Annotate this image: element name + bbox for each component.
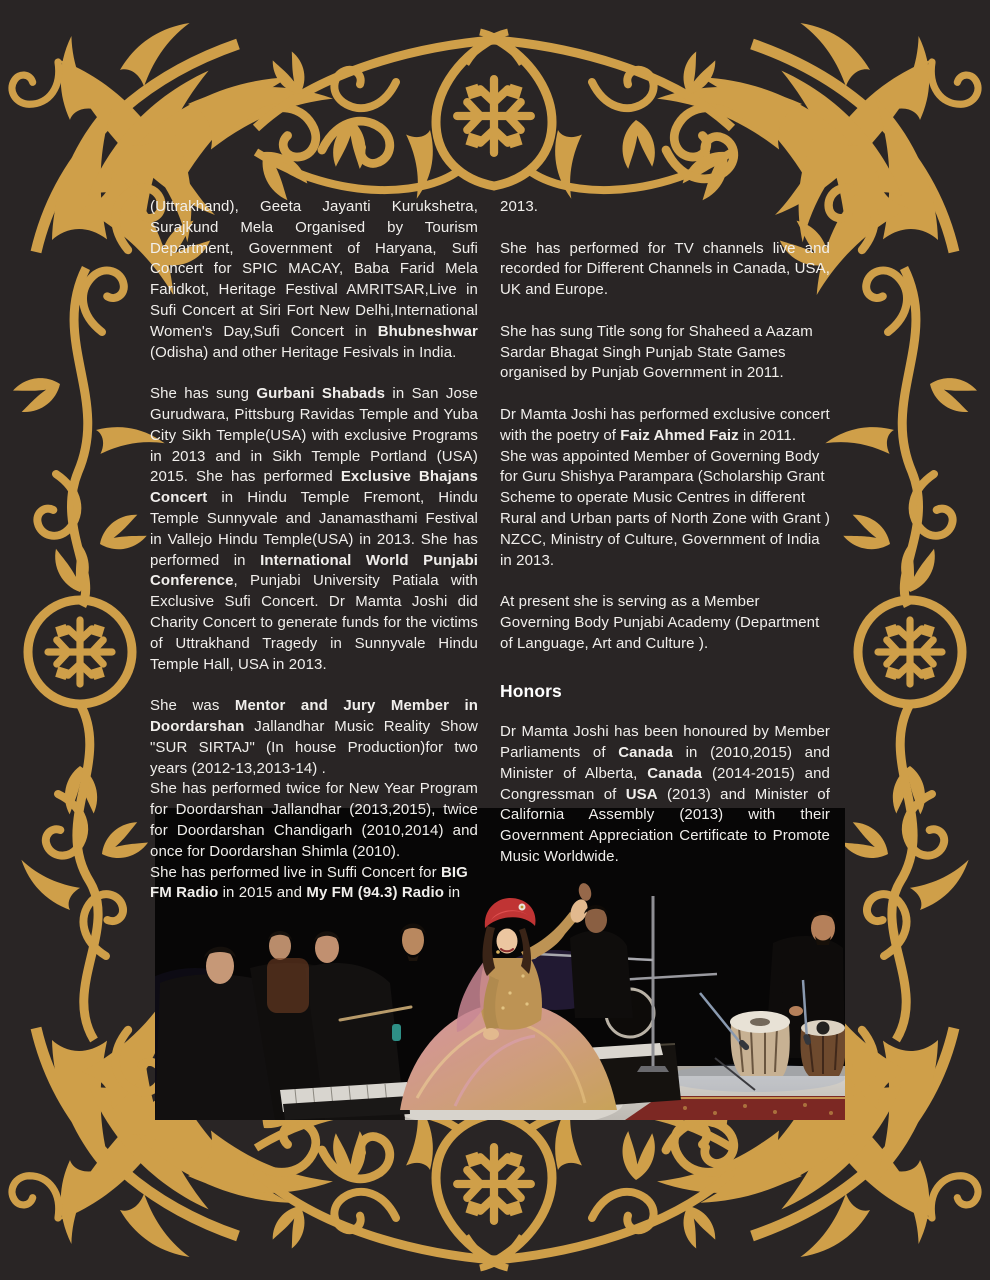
paragraph bbox=[150, 384, 478, 675]
text-segment: (2014-2015) and Congressman of bbox=[500, 764, 830, 803]
left-text-column bbox=[150, 197, 478, 904]
bold-text-segment: Canada bbox=[647, 764, 703, 782]
text-segment: Dr Mamta Joshi has performed exclusive concert with the poetry of bbox=[500, 405, 830, 444]
text-segment: She has performed live in Suffi Concert for bbox=[150, 863, 441, 881]
paragraph bbox=[500, 322, 830, 384]
honors-heading: Honors bbox=[500, 680, 562, 701]
paragraph bbox=[150, 197, 478, 363]
bold-text-segment: Exclusive Bhajans Concert bbox=[150, 468, 478, 507]
text-segment: Jallandhar Music Reality Show "SUR SIRTAJ" (In house Production)for two years (2012-13,2013-14) . bbox=[150, 717, 478, 777]
text-segment: in San Jose Gurudwara, Pittsburg Ravidas Temple and Yuba City Sikh Temple(USA) with exclusive Programs in 2013 and in Sikh Temple Portland (USA) 2015. She has performed bbox=[150, 385, 478, 486]
text-segment: She has performed twice for New Year Program for Doordarshan Jallandhar (2013,2015), twice for Doordarshan Chandigarh (2010,2014) and once for Doordarshan Shimla (2010). bbox=[150, 780, 478, 860]
text-segment: in 2015 and bbox=[218, 884, 307, 902]
bold-text-segment: USA bbox=[625, 785, 658, 803]
bold-text-segment: My FM (94.3) Radio bbox=[306, 884, 444, 902]
text-segment: in Hindu Temple Fremont, Hindu Temple Sunnyvale and Janamasthami Festival in Vallejo Hindu Temple(USA) in 2013. She has performed in bbox=[150, 489, 478, 569]
text-segment: She was bbox=[150, 697, 235, 715]
right-text-column bbox=[500, 197, 830, 868]
text-segment: , Punjabi University Patiala with Exclusive Sufi Concert. Dr Mamta Joshi did Charity Concert to generate funds for the victims of Uttrakhand Tragedy in Sunnyvale Hindu Temple Hall, USA in 2013. bbox=[150, 572, 478, 673]
text-segment: (2013) and Minister of California Assembly (2013) with their Government Appreciation Certificate to Promote Music Worldwide. bbox=[500, 785, 830, 865]
singer-face bbox=[497, 929, 518, 954]
bold-text-segment: BIG FM Radio bbox=[150, 863, 468, 902]
text-segment: Dr Mamta Joshi has been honoured by Member Parliaments of bbox=[500, 723, 830, 761]
text-segment: She has performed for TV channels live and recorded for Different Channels in Canada, USA, UK and Europe. bbox=[500, 239, 830, 299]
text-segment: She was appointed Member of Governing Body for Guru Shishya Parampara (Scholarship Grant Scheme to operate Music Centres in different Rural and Urban parts of North Zone with Grant ) NZCC, Ministry of Culture, Government of India in 2013. bbox=[500, 447, 830, 569]
text-segment: in (2010,2015) and Minister of Alberta, bbox=[500, 743, 831, 782]
text-segment: (Odisha) and other Heritage Fesivals in India. bbox=[150, 343, 457, 361]
paragraph bbox=[500, 197, 830, 218]
paragraph bbox=[150, 779, 478, 862]
bold-text-segment: International World Punjabi Conference bbox=[150, 551, 478, 590]
paragraph bbox=[500, 722, 830, 868]
right-border-vine bbox=[825, 263, 978, 1040]
top-border-medallion bbox=[256, 32, 741, 199]
text-segment: She has sung bbox=[150, 385, 257, 403]
left-border-vine bbox=[12, 263, 165, 1040]
bold-text-segment: Gurbani Shabads bbox=[256, 385, 386, 403]
bold-text-segment: Bhubneshwar bbox=[377, 322, 478, 340]
text-segment: At present she is serving as a Member Governing Body Punjabi Academy (Department of Language, Art and Culture ). bbox=[500, 593, 820, 652]
paragraph bbox=[500, 405, 830, 447]
text-segment: (Uttrakhand), Geeta Jayanti Kurukshetra, Surajkund Mela Organised by Tourism Department, Government of Haryana, Sufi Concert for SPIC MACAY, Baba Farid Mela Faridkot, Heritage Festival AMRITSAR,Live in Sufi Concert at Siri Fort New Delhi,International Women's Day,Sufi Concert in bbox=[150, 198, 478, 340]
text-segment: She has sung Title song for Shaheed a Aazam Sardar Bhagat Singh Punjab State Games organised by Punjab Government in 2011. bbox=[500, 322, 813, 382]
paragraph bbox=[150, 696, 478, 779]
paragraph bbox=[150, 863, 478, 905]
text-segment: in 2011. bbox=[738, 426, 797, 444]
bold-text-segment: Mentor and Jury Member in Doordarshan bbox=[150, 697, 478, 735]
text-segment: in bbox=[444, 884, 461, 902]
text-segment: 2013. bbox=[500, 198, 539, 215]
paragraph bbox=[500, 239, 830, 301]
paragraph bbox=[500, 592, 830, 654]
bold-text-segment: Faiz Ahmed Faiz bbox=[620, 426, 739, 444]
bold-text-segment: Canada bbox=[618, 743, 674, 761]
paragraph bbox=[500, 447, 830, 572]
